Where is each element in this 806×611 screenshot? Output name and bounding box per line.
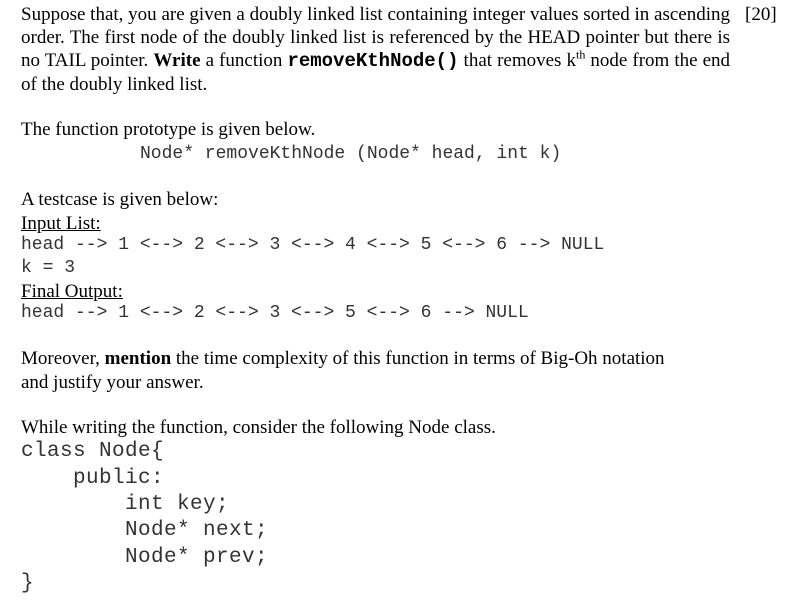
question-part-1: Suppose that, you are given a doubly linked list containing integer values sorted in ascending order. The first node of the doubly linked list is referenced by the HEAD pointer but there is no TAIL pointer. xyxy=(21,4,730,71)
input-list-label: Input List: xyxy=(21,213,101,234)
question-part-2: a function xyxy=(205,50,283,71)
question-part-3: that removes k xyxy=(463,50,576,71)
prototype-code: Node* removeKthNode (Node* head, int k) xyxy=(140,144,562,164)
complexity-part-1: Moreover, xyxy=(21,348,100,369)
node-class-line: int key; xyxy=(21,493,230,516)
question-part-4: node from the end of the doubly linked list. xyxy=(21,50,731,95)
testcase-intro: A testcase is given below: xyxy=(21,189,219,210)
final-output-code: head --> 1 <--> 2 <--> 3 <--> 5 <--> 6 --> NULL xyxy=(21,303,529,323)
node-class-line: public: xyxy=(21,467,165,490)
k-value-code: k = 3 xyxy=(21,258,76,278)
complexity-text-line-2: and justify your answer. xyxy=(21,372,204,393)
function-name: removeKthNode() xyxy=(287,50,459,72)
final-output-label: Final Output: xyxy=(21,281,123,302)
node-class-line: } xyxy=(21,572,35,595)
complexity-text-line-1 xyxy=(21,347,665,370)
complexity-part-2: the time complexity of this function in terms of Big-Oh notation xyxy=(175,348,665,369)
node-class-line: Node* prev; xyxy=(21,546,269,569)
write-keyword: Write xyxy=(153,50,201,71)
marks-label: [20] xyxy=(745,4,777,25)
mention-keyword: mention xyxy=(104,348,172,369)
node-class-line: Node* next; xyxy=(21,519,269,542)
input-list-code: head --> 1 <--> 2 <--> 3 <--> 4 <--> 5 <--> 6 --> NULL xyxy=(21,235,605,255)
node-class-line: class Node{ xyxy=(21,440,165,463)
kth-superscript: th xyxy=(576,47,586,62)
node-class-intro: While writing the function, consider the following Node class. xyxy=(21,417,496,438)
question-text xyxy=(21,3,730,96)
prototype-intro: The function prototype is given below. xyxy=(21,119,316,140)
